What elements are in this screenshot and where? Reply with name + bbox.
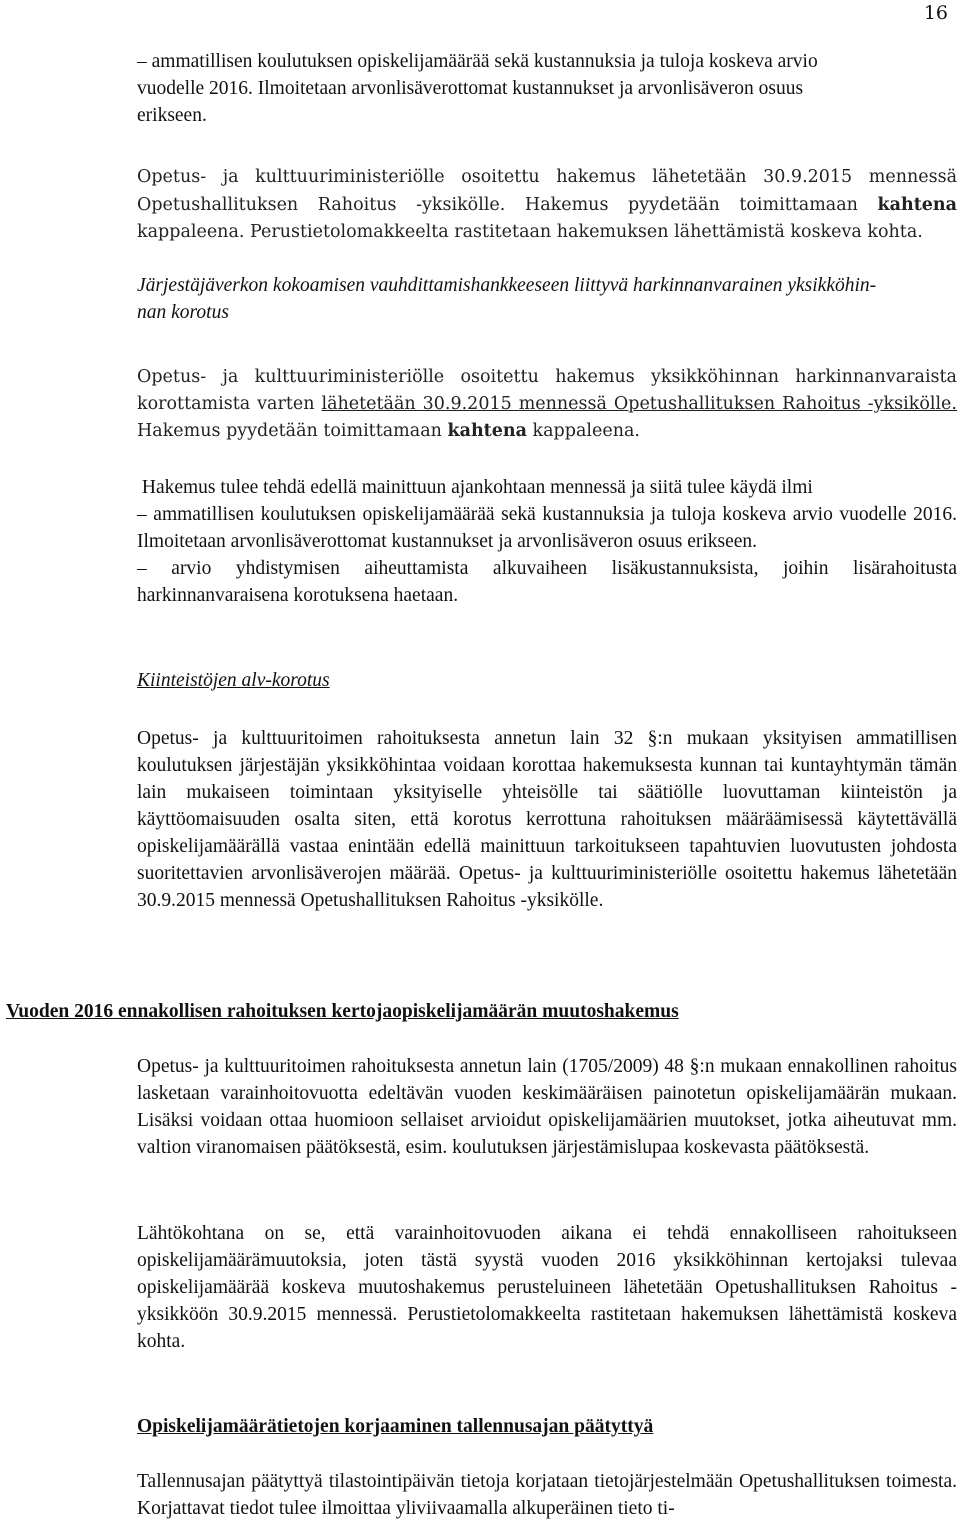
italic-heading-vat [137,667,957,694]
paragraph-forecast [137,1053,957,1161]
heading-text: Vuoden 2016 ennakollisen rahoituksen kertojaopiskelijamäärän muutoshakemus [6,1001,679,1022]
text-span: Opetus- ja kulttuuriministeriölle osoitettu hakemus yksikköhinnan harkinnanvaraista korottamista varten [137,367,957,414]
text-line: – ammatillisen koulutuksen opiskelijamäärää sekä kustannuksia ja tuloja koskeva arvio [137,51,818,72]
text-line: Hakemus tulee tehdä edellä mainittuun ajankohtaan mennessä ja siitä tulee käydä ilmi [137,477,813,498]
text-span: Opetus- ja kulttuuritoimen rahoituksesta annetun lain 32 §:n mukaan yksityisen ammatillisen koulutuksen järjestäjän yksikköhintaa voidaan korottaa hakemuksesta kunnan tai kuntayhtymän tämän lain mukaiseen toimintaan yksityiselle yhteisölle tai säätiölle luovuttaman kiinteistön ja käyttöomaisuuden osalta siten, että korotus kerrottuna rahoituksen määräämisessä käytettävällä opiskelijamäärällä vastaa enintään edellä mainittuun tarkoitukseen tapahtuvien luovutusten johdosta suoritettavien arvonlisäverojen määrää. Opetus- ja kulttuuriministeriölle osoitettu hakemus lähetetään 30.9.2015 mennessä Opetushallituksen Rahoitus -yksikölle. [137,728,957,911]
heading-span: nan korotus [137,302,229,323]
paragraph-bullet-estimate [137,48,957,129]
text-span: Hakemus pyydetään toimittamaan [137,421,448,441]
section-heading-corrections [137,1413,957,1440]
text-span: Opetus- ja kulttuuriministeriölle osoitettu hakemus lähetetään 30.9.2015 mennessä Opetushallituksen Rahoitus -yksikölle. Hakemus pyydetään toimittamaan [137,167,957,215]
bold-text: kahtena [447,421,527,441]
text-span: kappaleena. Perustietolomakkeelta rastitetaan hakemuksen lähettämistä koskeva kohta. [137,222,923,242]
text-line: vuodelle 2016. Ilmoitetaan arvonlisäverottomat kustannukset ja arvonlisäveron osuus [137,78,804,99]
section-heading-forecast [6,998,679,1025]
paragraph-baseline [137,1220,957,1355]
page-number: 16 [923,2,948,24]
paragraph-application-content [137,474,957,609]
bullet-item: – ammatillisen koulutuksen opiskelijamäärää sekä kustannuksia ja tuloja koskeva arvio vuodelle 2016. Ilmoitetaan arvonlisäverottomat kustannukset ja arvonlisäveron osuus erikseen. [137,504,957,552]
heading-span: Järjestäjäverkon kokoamisen vauhdittamishankkeeseen liittyvä [137,275,634,296]
paragraph-corrections [137,1468,957,1522]
heading-text: Opiskelijamäärätietojen korjaaminen tallennusajan päätyttyä [137,1416,654,1437]
bullet-item: – arvio yhdistymisen aiheuttamista alkuvaiheen lisäkustannuksista, joihin lisärahoitusta harkinnanvaraisena korotuksena haetaan. [137,558,957,606]
paragraph-submission [137,164,957,247]
text-span: Lähtökohtana on se, että varainhoitovuoden aikana ei tehdä ennakolliseen rahoitukseen opiskelijamäärämuutoksia, joten tästä syystä vuoden 2016 yksikköhinnan kertojaksi tulevaa opiskelijamäärää koskeva muutoshakemus perusteluineen lähetetään Opetushallituksen Rahoitus -yksikköön 30.9.2015 mennessä. Perustietolomakkeelta rastitetaan hakemuksen lähettämistä koskeva kohta. [137,1223,957,1352]
heading-text: Kiinteistöjen alv-korotus [137,670,330,691]
italic-heading-network [137,272,957,326]
text-span: Tallennusajan päätyttyä tilastointipäivän tietoja korjataan tietojärjestelmään Opetushallituksen toimesta. Korjattavat tiedot tulee ilmoittaa yliviivaamalla alkuperäinen tieto ti- [137,1471,957,1519]
text-line: erikseen. [137,105,207,126]
paragraph-vat [137,725,957,914]
text-span: kappaleena. [526,421,640,441]
bold-text: kahtena [877,194,957,215]
heading-span: harkinnanvarainen yksikköhin- [633,275,877,296]
paragraph-network-submission [137,364,957,445]
underlined-text: lähetetään 30.9.2015 mennessä Opetushallituksen Rahoitus -yksikölle. [321,394,957,414]
text-span: Opetus- ja kulttuuritoimen rahoituksesta annetun lain (1705/2009) 48 §:n mukaan ennakollinen rahoitus lasketaan varainhoitovuotta edeltävän vuoden keskimääräisen painotetun opiskelijamäärän mukaan. Lisäksi voidaan ottaa huomioon sellaiset arvioidut opiskelijamäärien muutokset, jotka aiheutuvat mm. valtion viranomaisen päätöksestä, esim. koulutuksen järjestämislupaa koskevasta päätöksestä. [137,1056,957,1158]
